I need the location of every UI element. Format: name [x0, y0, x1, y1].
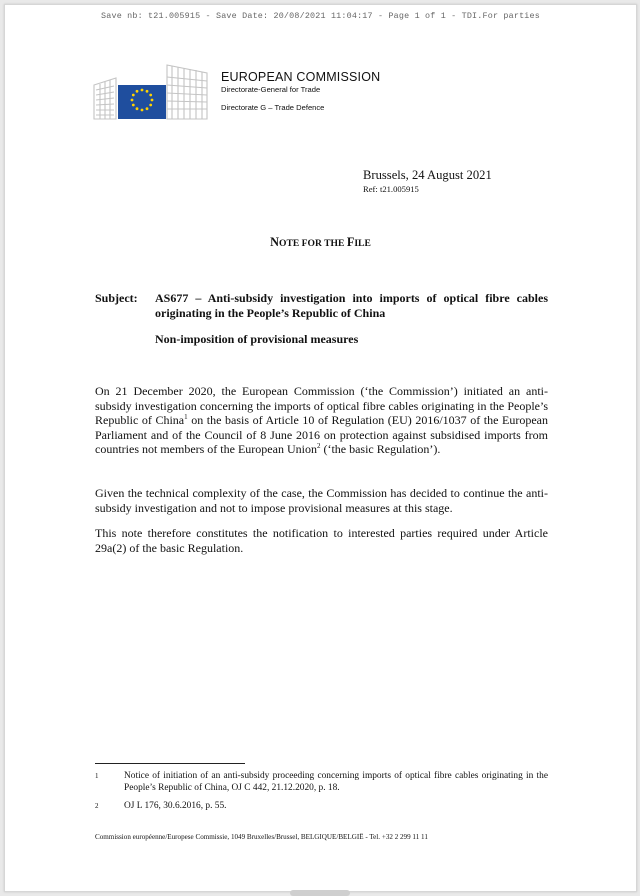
footnote-1	[95, 770, 548, 794]
footnote-separator	[95, 763, 245, 764]
footnote-ref-1[interactable]: 1	[184, 413, 188, 421]
paragraph-1-part-b: on the basis of Article 10 of Regulation (EU) 2016/1037 of the European Parliament and of the Council of 8 June 2016 on protection against subsidised imports from countries not members of the European Union	[95, 413, 549, 456]
title-cap-1: N	[270, 235, 280, 249]
footnote-2	[95, 800, 548, 812]
footnote-1-number: 1	[95, 772, 99, 780]
document-page	[4, 4, 637, 892]
paragraph-3: This note therefore constitutes the notification to interested parties required under Article 29a(2) of the basic Regulation.	[95, 526, 548, 555]
title-cap-2: F	[346, 235, 355, 249]
title-rest-1: OTE FOR THE	[279, 238, 347, 249]
paragraph-1	[95, 384, 548, 457]
european-commission-logo	[92, 63, 209, 121]
directorate-general: Directorate-General for Trade	[221, 85, 321, 94]
document-title	[5, 235, 636, 250]
footnote-2-text: OJ L 176, 30.6.2016, p. 55.	[124, 801, 227, 811]
paragraph-2: Given the technical complexity of the case, the Commission has decided to continue the anti-subsidy investigation and not to impose provisional measures at this stage.	[95, 486, 548, 515]
paragraph-1-part-c: (‘the basic Regulation’).	[320, 442, 441, 456]
footnote-2-number: 2	[95, 802, 99, 810]
organization-name: EUROPEAN COMMISSION	[221, 70, 381, 84]
horizontal-scrollbar-thumb[interactable]	[290, 890, 350, 896]
paragraph-1-part-a: On 21 December 2020, the European Commission (‘the Commission’) initiated an anti-subsidy investigation concerning the imports of optical fibre cables originating in the People’s Republic of China	[95, 384, 548, 427]
reference: Ref: t21.005915	[363, 184, 419, 194]
place-and-date: Brussels, 24 August 2021	[363, 168, 492, 182]
organization-block	[221, 70, 380, 112]
subject-subtitle: Non-imposition of provisional measures	[155, 332, 359, 346]
save-info-header: Save nb: t21.005915 - Save Date: 20/08/2021 11:04:17 - Page 1 of 1 - TDI.For parties	[101, 11, 540, 21]
footnote-1-text: Notice of initiation of an anti-subsidy proceeding concerning imports of optical fibre cables originating in the People’s Republic of China, OJ C 442, 21.12.2020, p. 18.	[124, 771, 548, 793]
footnote-ref-2[interactable]: 2	[316, 442, 321, 450]
subject-label: Subject:	[95, 291, 138, 305]
directorate: Directorate G – Trade Defence	[221, 103, 325, 112]
subject-text: AS677 – Anti-subsidy investigation into imports of optical fibre cables originating in the People’s Republic of China	[155, 291, 548, 320]
title-rest-2: ILE	[354, 238, 371, 249]
page-footer-address: Commission européenne/Europese Commissie, 1049 Bruxelles/Brussel, BELGIQUE/BELGIË - Tel. +32 2 299 11 11	[95, 833, 428, 841]
